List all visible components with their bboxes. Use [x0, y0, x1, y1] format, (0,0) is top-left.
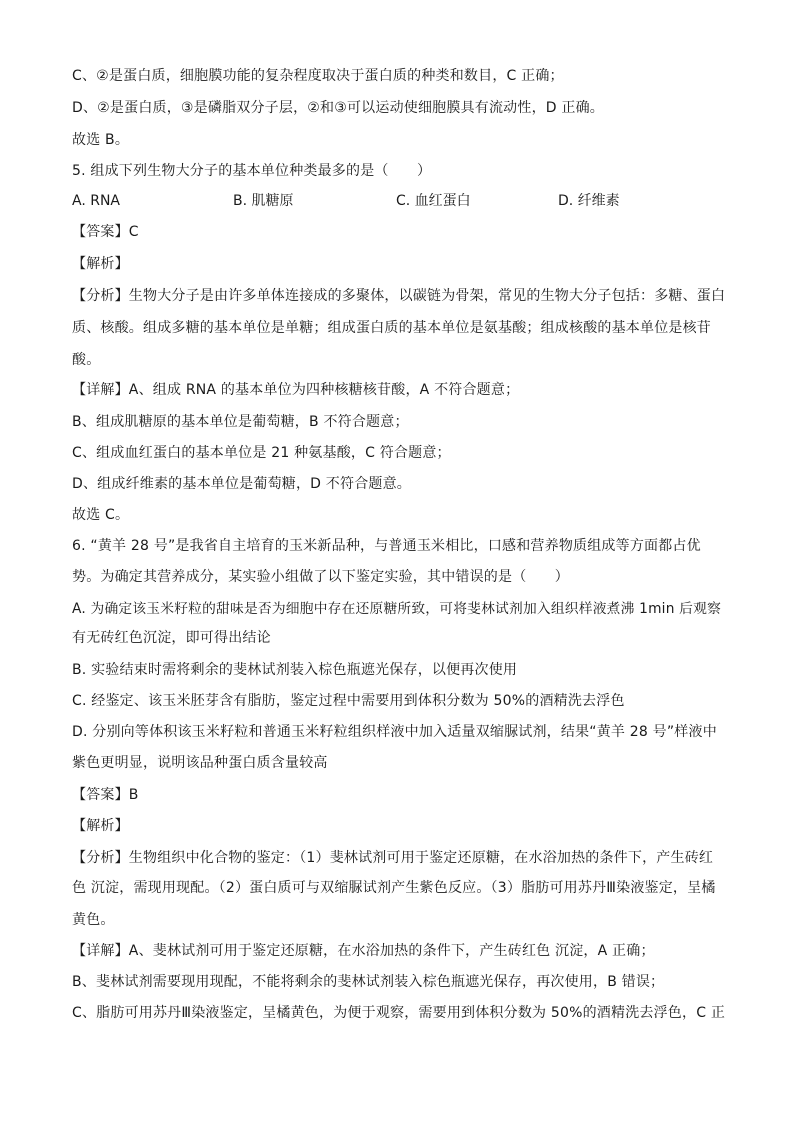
q6-analysis-line: 【分析】生物组织中化合物的鉴定：（1）斐林试剂可用于鉴定还原糖，在水浴加热的条件下，产生砖红	[72, 850, 714, 866]
q5-analysis-line: 【分析】生物大分子是由许多单体连接成的多聚体，以碳链为骨架，常见的生物大分子包括：多糖、蛋白	[72, 288, 726, 304]
text-line: C、②是蛋白质，细胞膜功能的复杂程度取决于蛋白质的种类和数目，C 正确；	[72, 68, 564, 84]
q5-analysis-heading: 【解析】	[72, 256, 129, 272]
q5-option-b: B. 肌糖原	[233, 193, 294, 209]
q6-option-line: 有无砖红色沉淀，即可得出结论	[72, 630, 271, 646]
q6-answer: 【答案】B	[72, 787, 139, 803]
question-6-stem: 势。为确定其营养成分，某实验小组做了以下鉴定实验，其中错误的是（ ）	[72, 569, 569, 585]
q5-detail-line: 【详解】A、组成 RNA 的基本单位为四种核糖核苷酸，A 不符合题意；	[72, 382, 520, 398]
q6-option-line: D. 分别向等体积该玉米籽粒和普通玉米籽粒组织样液中加入适量双缩脲试剂，结果“黄羊 28 号”样液中	[72, 724, 717, 740]
q5-detail-line: B、组成肌糖原的基本单位是葡萄糖，B 不符合题意；	[72, 414, 409, 430]
q5-analysis-line: 质、核酸。组成多糖的基本单位是单糖；组成蛋白质的基本单位是氨基酸；组成核酸的基本单位是核苷	[72, 320, 711, 336]
q5-option-c: C. 血红蛋白	[396, 193, 471, 209]
text-line: D、②是蛋白质，③是磷脂双分子层，②和③可以运动使细胞膜具有流动性，D 正确。	[72, 100, 605, 116]
q6-analysis-line: 色 沉淀，需现用现配。（2）蛋白质可与双缩脲试剂产生紫色反应。（3）脂肪可用苏丹Ⅲ染液鉴定，呈橘	[72, 880, 716, 896]
q6-detail-line: C、脂肪可用苏丹Ⅲ染液鉴定，呈橘黄色，为便于观察，需要用到体积分数为 50%的酒精洗去浮色，C 正	[72, 1005, 726, 1021]
q6-analysis-heading: 【解析】	[72, 818, 129, 834]
q6-option-line: 紫色更明显，说明该品种蛋白质含量较高	[72, 755, 328, 771]
q6-option-line: C. 经鉴定、该玉米胚芽含有脂肪，鉴定过程中需要用到体积分数为 50%的酒精洗去浮色	[72, 693, 625, 709]
question-6-stem: 6. “黄羊 28 号”是我省自主培育的玉米新品种，与普通玉米相比，口感和营养物质组成等方面都占优	[72, 538, 701, 554]
q6-analysis-line: 黄色。	[72, 912, 115, 928]
q6-option-line: B. 实验结束时需将剩余的斐林试剂装入棕色瓶遮光保存，以便再次使用	[72, 662, 518, 678]
q5-detail-line: D、组成纤维素的基本单位是葡萄糖，D 不符合题意。	[72, 476, 412, 492]
q6-detail-line: 【详解】A、斐林试剂可用于鉴定还原糖，在水浴加热的条件下，产生砖红色 沉淀，A 正确；	[72, 943, 655, 959]
q5-option-d: D. 纤维素	[558, 193, 620, 209]
q6-detail-line: B、斐林试剂需要现用现配，不能将剩余的斐林试剂装入棕色瓶遮光保存，再次使用，B 错误；	[72, 974, 665, 990]
q5-option-a: A. RNA	[72, 193, 121, 209]
text-line: 故选 B。	[72, 132, 130, 148]
question-5-stem: 5. 组成下列生物大分子的基本单位种类最多的是（ ）	[72, 163, 432, 179]
q6-option-line: A. 为确定该玉米籽粒的甜味是否为细胞中存在还原糖所致，可将斐林试剂加入组织样液煮沸 1min 后观察	[72, 601, 722, 617]
q5-detail-line: C、组成血红蛋白的基本单位是 21 种氨基酸，C 符合题意；	[72, 445, 451, 461]
q5-detail-line: 故选 C。	[72, 507, 130, 523]
q5-answer: 【答案】C	[72, 224, 139, 240]
q5-analysis-line: 酸。	[72, 352, 101, 368]
